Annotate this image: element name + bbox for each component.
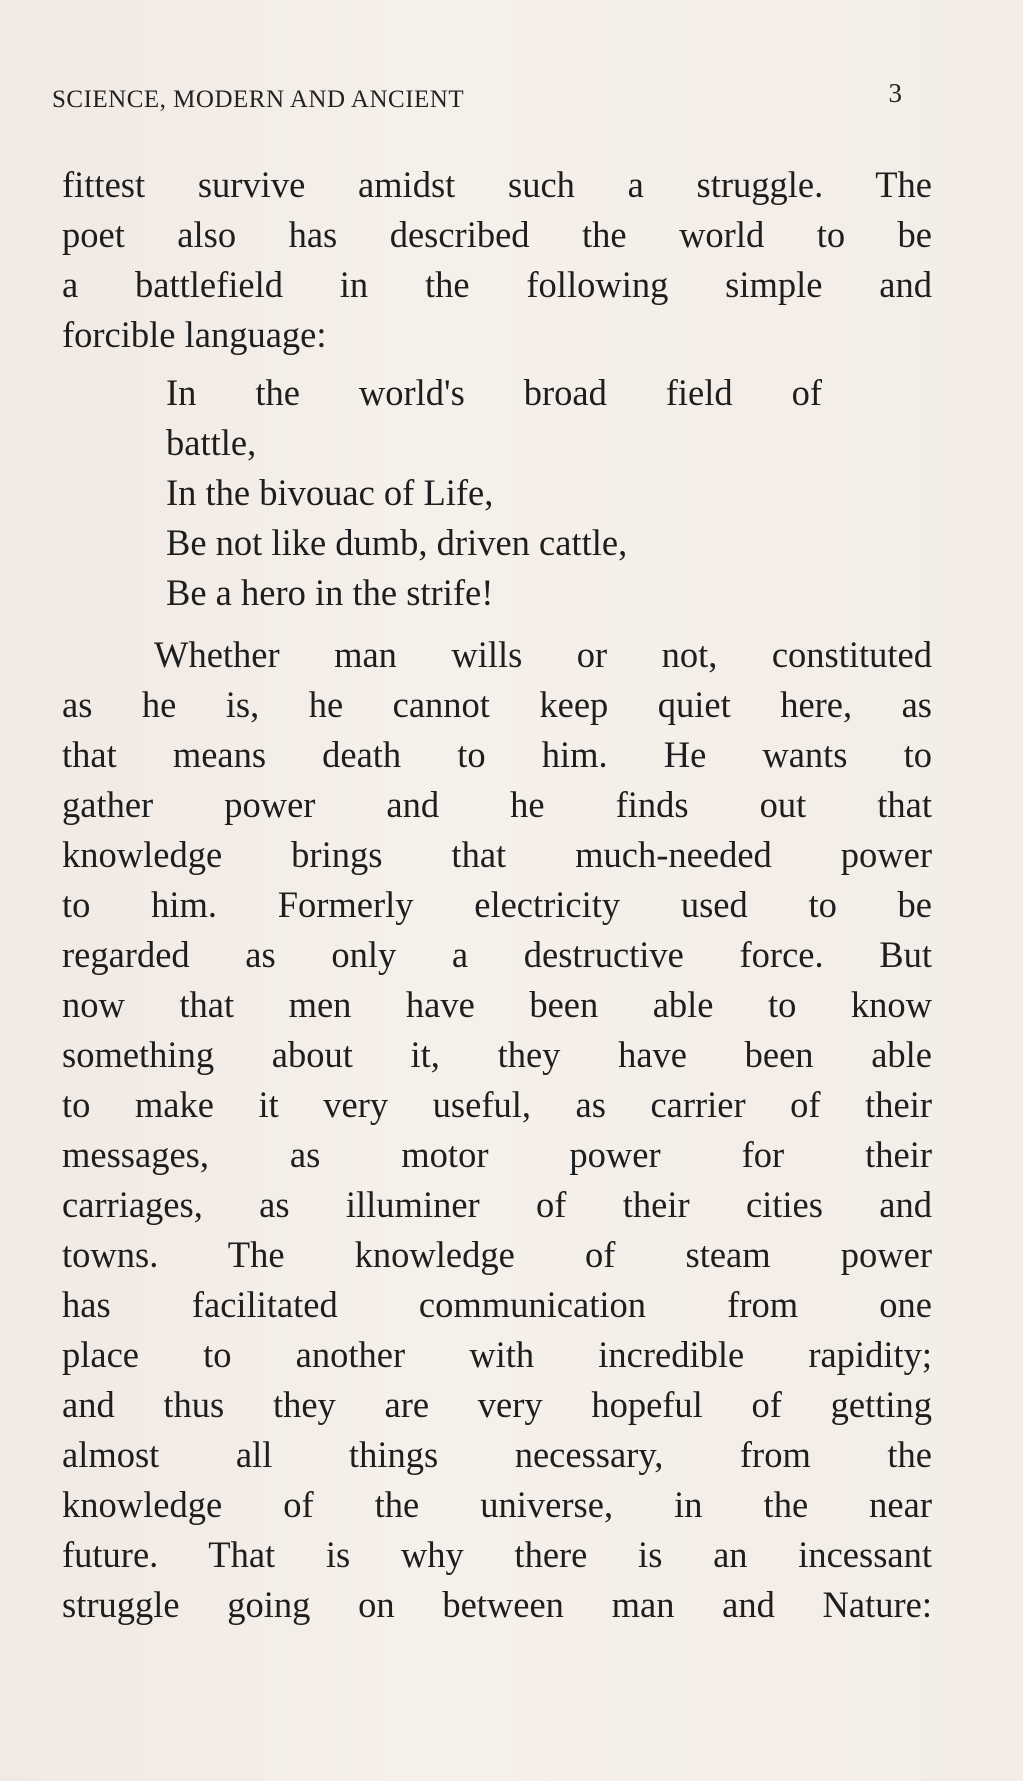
poem-line: Be not like dumb, driven cattle, [166,522,628,563]
text-line: as he is, he cannot keep quiet here, as [62,684,932,725]
poem-line: In the world's broad field of [166,372,822,413]
text-line: carriages, as illuminer of their cities and [62,1184,932,1225]
text-line: poet also has described the world to be [62,214,932,255]
text-line: regarded as only a destructive force. But [62,934,932,975]
text-line: Whether man wills or not, constituted [154,634,932,675]
text-line: has facilitated communication from one [62,1284,932,1325]
page-header [52,78,912,118]
body-text [62,160,932,1630]
poem-line: battle, [166,422,257,463]
text-line: forcible language: [62,314,327,355]
text-line: gather power and he finds out that [62,784,932,825]
text-line: something about it, they have been able [62,1034,932,1075]
poem-quote [166,368,866,618]
text-line: almost all things necessary, from the [62,1434,932,1475]
text-line: and thus they are very hopeful of getting [62,1384,932,1425]
text-line: place to another with incredible rapidity; [62,1334,932,1375]
text-line: fittest survive amidst such a struggle. The [62,164,932,205]
text-line: future. That is why there is an incessant [62,1534,932,1575]
poem-line: Be a hero in the strife! [166,572,494,613]
page-number: 3 [888,78,902,108]
text-line: knowledge of the universe, in the near [62,1484,932,1525]
text-line: now that men have been able to know [62,984,932,1025]
poem-line: In the bivouac of Life, [166,472,494,513]
text-line: to make it very useful, as carrier of their [62,1084,932,1125]
text-line: knowledge brings that much-needed power [62,834,932,875]
text-line: to him. Formerly electricity used to be [62,884,932,925]
text-line: that means death to him. He wants to [62,734,932,775]
paragraph-intro [62,160,932,360]
text-line: messages, as motor power for their [62,1134,932,1175]
text-line: struggle going on between man and Nature: [62,1584,932,1625]
text-line: towns. The knowledge of steam power [62,1234,932,1275]
paragraph-main [62,630,932,1630]
running-head: SCIENCE, MODERN AND ANCIENT [52,86,465,113]
text-line: a battlefield in the following simple and [62,264,932,305]
